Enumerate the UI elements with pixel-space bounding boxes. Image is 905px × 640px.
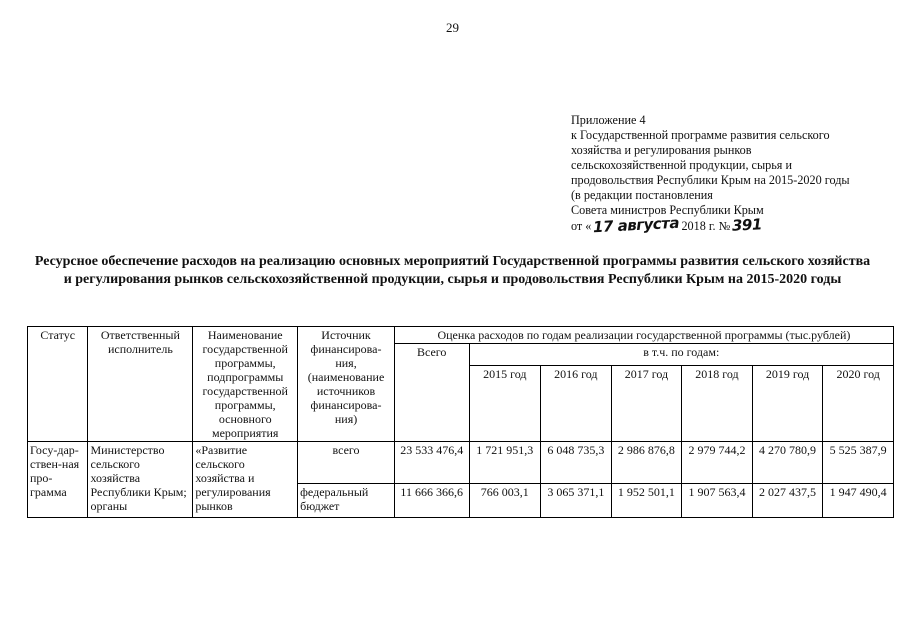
year-value-cell: 1 947 490,4 — [823, 484, 894, 518]
header-year: 2018 год — [682, 366, 753, 442]
header-total: Всего — [394, 344, 469, 442]
header-estimate: Оценка расходов по годам реализации государственной программы (тыс.рублей) — [394, 327, 893, 344]
source-cell: всего — [298, 442, 395, 484]
year-value-cell: 1 721 951,3 — [469, 442, 541, 484]
appendix-line: сельскохозяйственной продукции, сырья и — [571, 158, 792, 172]
total-cell: 23 533 476,4 — [394, 442, 469, 484]
year-value-cell: 2 979 744,2 — [682, 442, 753, 484]
header-executor: Ответственный исполнитель — [88, 327, 193, 442]
header-year: 2017 год — [611, 366, 682, 442]
total-cell: 11 666 366,6 — [394, 484, 469, 518]
header-status: Статус — [28, 327, 88, 442]
year-value-cell: 6 048 735,3 — [541, 442, 612, 484]
status-cell: Госу-дар-ствен-ная про-грамма — [28, 442, 88, 518]
header-program-name: Наименование государственной программы, подпрограммы государственной программы, основного мероприятия — [193, 327, 298, 442]
year-value-cell: 4 270 780,9 — [752, 442, 823, 484]
header-year: 2016 год — [541, 366, 612, 442]
executor-cell: Министерство сельского хозяйства Республики Крым; органы — [88, 442, 193, 518]
appendix-line: к Государственной программе развития сельского — [571, 128, 830, 142]
header-source: Источник финансирова-ния, (наименование источников финансирова-ния) — [298, 327, 395, 442]
year-value-cell: 3 065 371,1 — [541, 484, 612, 518]
year-value-cell: 766 003,1 — [469, 484, 541, 518]
year-value-cell: 5 525 387,9 — [823, 442, 894, 484]
header-year: 2019 год — [752, 366, 823, 442]
handwritten-date: 17 августа — [592, 213, 680, 237]
appendix-line: продовольствия Республики Крым на 2015-2020 годы — [571, 173, 850, 187]
year-value-cell: 2 986 876,8 — [611, 442, 682, 484]
program-name-cell: «Развитие сельского хозяйства и регулирования рынков — [193, 442, 298, 518]
appendix-line: Совета министров Республики Крым — [571, 203, 764, 217]
appendix-line: (в редакции постановления — [571, 188, 713, 202]
date-prefix: от « — [571, 219, 592, 233]
year-value-cell: 1 907 563,4 — [682, 484, 753, 518]
appendix-line: Приложение 4 — [571, 113, 646, 127]
year-value-cell: 1 952 501,1 — [611, 484, 682, 518]
page-number: 29 — [446, 20, 459, 35]
appendix-date-line — [571, 213, 891, 237]
document-title: Ресурсное обеспечение расходов на реализацию основных мероприятий Государственной программы развития сельского хозяйства и регулирования рынков сельскохозяйственной продукции, сырья и продовольствия Республики Крым на 2015-2020 годы — [34, 254, 871, 287]
header-by-years: в т.ч. по годам: — [469, 344, 894, 366]
appendix-line: хозяйства и регулирования рынков — [571, 143, 752, 157]
year-value-cell: 2 027 437,5 — [752, 484, 823, 518]
date-suffix: 2018 г. № — [681, 219, 731, 233]
table-row — [28, 442, 894, 484]
appendix-note — [571, 113, 891, 237]
header-year: 2020 год — [823, 366, 894, 442]
source-cell: федеральный бюджет — [298, 484, 395, 518]
header-year: 2015 год — [469, 366, 541, 442]
header-row — [28, 327, 894, 344]
handwritten-number: 391 — [731, 215, 763, 235]
resource-table — [27, 326, 894, 518]
